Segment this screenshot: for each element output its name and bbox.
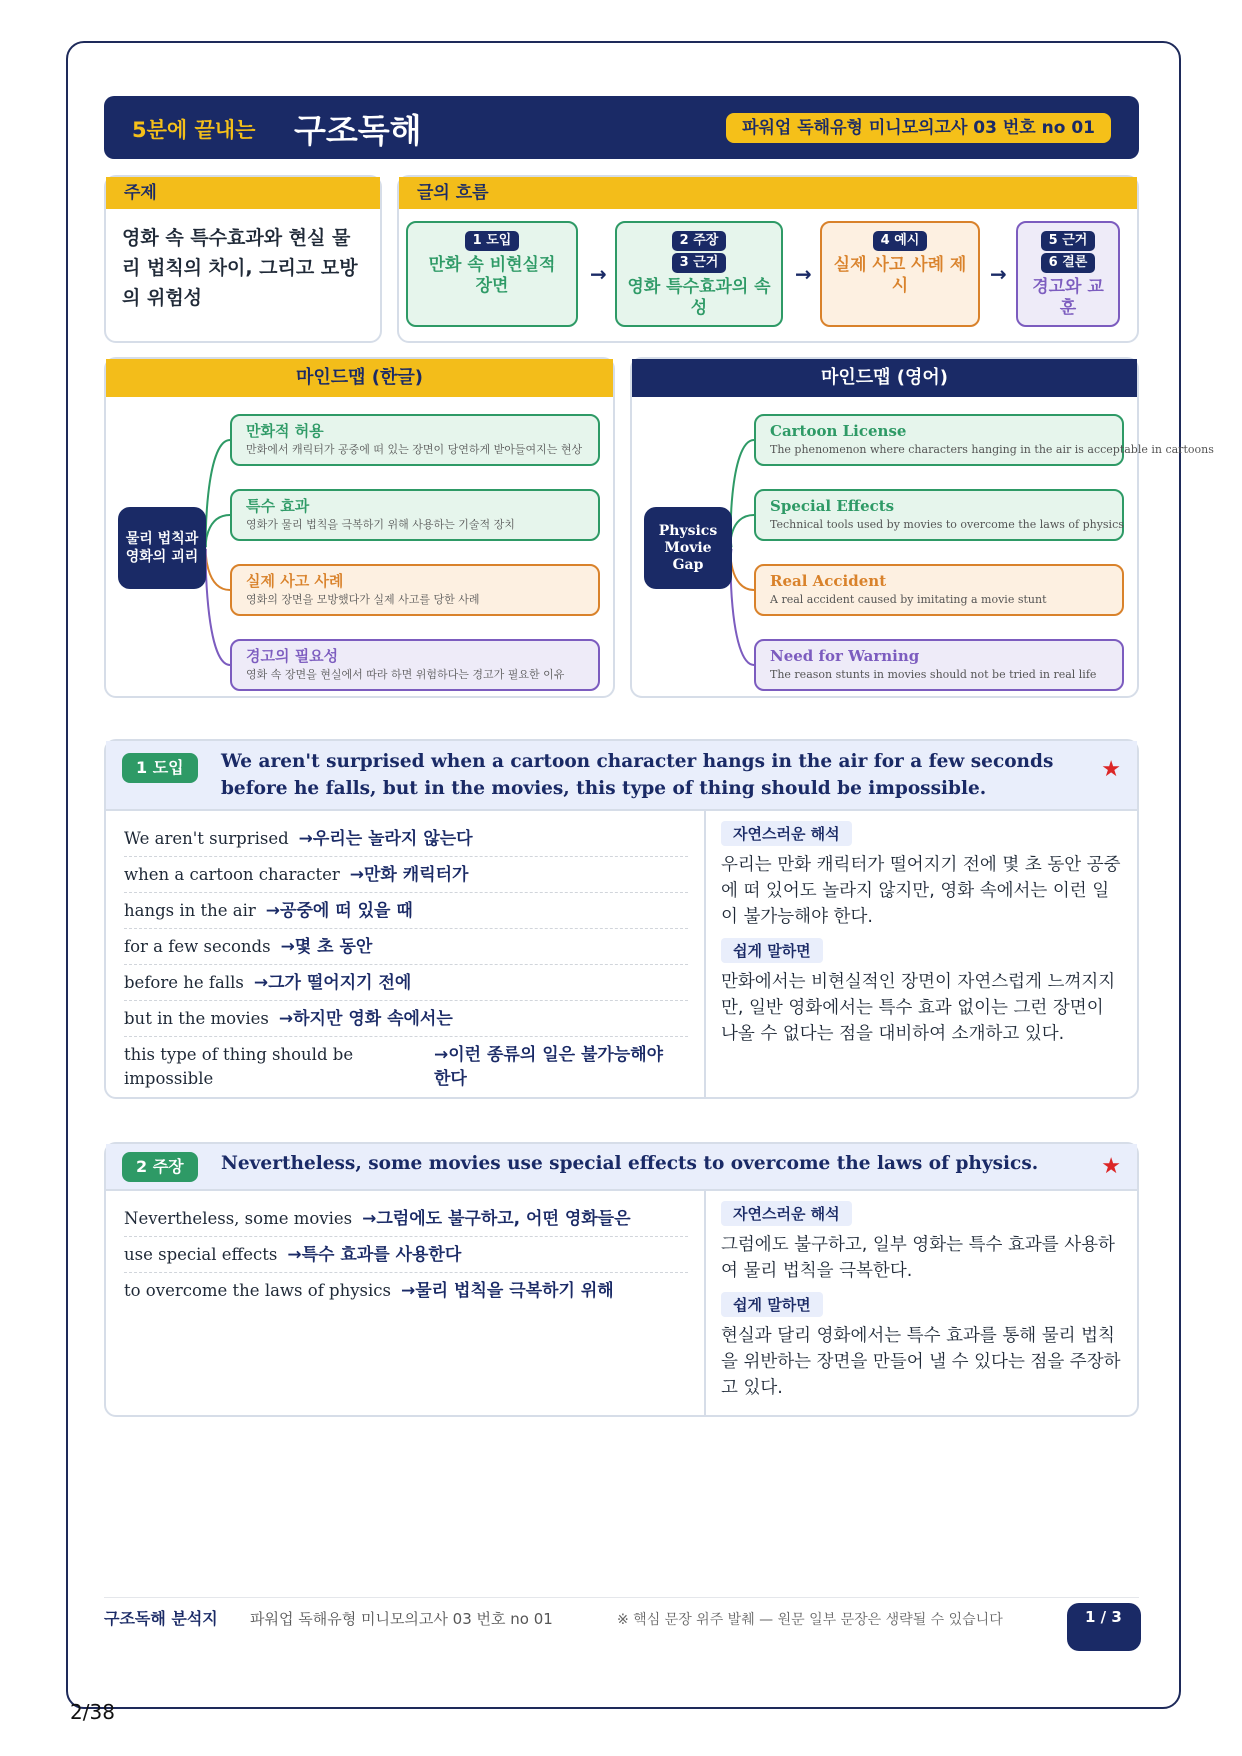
natural-translation: 그럼에도 불구하고, 일부 영화는 특수 효과를 사용하여 물리 법칙을 극복한다. <box>721 1235 1115 1281</box>
chunk-korean: →공중에 떠 있을 때 <box>265 901 413 921</box>
section-claim-sentence: Nevertheless, some movies use special effects to overcome the laws of physics. <box>221 1153 1039 1174</box>
mindmap-node-desc: 만화에서 캐릭터가 공중에 떠 있는 장면이 당연하게 받아들여지는 현상 <box>246 443 583 456</box>
section-claim-chunks <box>106 1201 706 1308</box>
footer-title: 구조독해 분석지 <box>104 1609 218 1628</box>
section-intro-chunks <box>106 821 706 1096</box>
chunk-korean: →그가 떨어지기 전에 <box>253 973 412 993</box>
mindmap-node-desc: A real accident caused by imitating a movie stunt <box>770 593 1047 606</box>
mindmap-english-label: 마인드맵 (영어) <box>632 359 1137 397</box>
mindmap-node-title: 경고의 필요성 <box>246 647 339 665</box>
mindmap-node <box>754 489 1124 541</box>
mindmap-node <box>230 414 600 466</box>
section-intro-badge: 1 도입 <box>122 753 198 783</box>
flow-step-text: 만화 속 비현실적 장면 <box>428 255 556 296</box>
step-number-badge: 3 근거 <box>672 253 727 273</box>
mindmap-node-desc: The reason stunts in movies should not be tried in real life <box>770 668 1097 681</box>
footer-divider <box>104 1597 1139 1598</box>
section-intro-explanation <box>721 821 1121 1055</box>
chunk-korean: →만화 캐릭터가 <box>349 865 469 885</box>
star-icon: ★ <box>1101 1154 1121 1179</box>
mindmap-korean-center: 물리 법칙과 영화의 괴리 <box>118 507 206 589</box>
chunk-korean: →그럼에도 불구하고, 어떤 영화들은 <box>362 1209 631 1229</box>
flow-label: 글의 흐름 <box>399 177 1137 209</box>
mindmap-node-title: 실제 사고 사례 <box>246 572 344 590</box>
mindmap-connector <box>731 548 754 665</box>
header-tag: 파워업 독해유형 미니모의고사 03 번호 no 01 <box>726 113 1111 143</box>
natural-label: 자연스러운 해석 <box>721 1201 852 1226</box>
mindmap-connector <box>206 440 230 548</box>
step-number-badge: 1 도입 <box>465 231 520 251</box>
easy-label: 쉽게 말하면 <box>721 1292 823 1317</box>
footer-page-badge: 1 / 3 <box>1067 1603 1141 1651</box>
chunk-korean: →몇 초 동안 <box>280 937 373 957</box>
mindmap-node <box>230 489 600 541</box>
step-number-badge: 5 근거 <box>1041 231 1096 251</box>
section-intro <box>104 739 1139 1099</box>
mindmap-english <box>630 357 1214 698</box>
chunk-english: use special effects <box>124 1245 278 1264</box>
chunk-korean: →하지만 영화 속에서는 <box>278 1009 453 1029</box>
mindmap-node-title: Cartoon License <box>770 422 907 440</box>
chunk-row <box>124 893 688 929</box>
section-claim <box>104 1142 1139 1417</box>
mindmap-node <box>230 564 600 616</box>
star-icon: ★ <box>1101 757 1121 782</box>
chunk-english: for a few seconds <box>124 937 271 956</box>
flow-step-text: 경고와 교훈 <box>1032 277 1104 318</box>
chunk-row <box>124 1273 688 1308</box>
natural-label: 자연스러운 해석 <box>721 821 852 846</box>
easy-explanation: 현실과 달리 영화에서는 특수 효과를 통해 물리 법칙을 위반하는 장면을 만들어 낼 수 있다는 점을 주장하고 있다. <box>721 1326 1121 1398</box>
chunk-english: We aren't surprised <box>124 829 289 848</box>
mindmap-node-title: Special Effects <box>770 497 895 515</box>
chunk-korean: →물리 법칙을 극복하기 위해 <box>401 1281 614 1301</box>
chunk-english: Nevertheless, some movies <box>124 1209 353 1228</box>
chunk-english: when a cartoon character <box>124 865 340 884</box>
footer-source: 파워업 독해유형 미니모의고사 03 번호 no 01 <box>250 1610 553 1628</box>
chunk-row <box>124 965 688 1001</box>
flow-arrow-icon: → <box>590 262 607 286</box>
mindmap-connector <box>731 515 754 548</box>
topic-box <box>104 175 382 343</box>
step-number-badge: 2 주장 <box>672 231 727 251</box>
mindmap-korean <box>104 357 615 698</box>
flow-step-text: 실제 사고 사례 제시 <box>833 255 967 296</box>
mindmap-node-desc: 영화가 물리 법칙을 극복하기 위해 사용하는 기술적 장치 <box>246 518 515 531</box>
section-intro-divider <box>704 811 706 1097</box>
section-intro-header <box>106 741 1137 811</box>
page-counter: 2/38 <box>70 1700 115 1724</box>
easy-label: 쉽게 말하면 <box>721 938 823 963</box>
mindmap-node-title: Real Accident <box>770 572 887 590</box>
chunk-english: hangs in the air <box>124 901 256 920</box>
flow-step <box>615 221 783 327</box>
flow-step <box>406 221 578 327</box>
chunk-korean: →우리는 놀라지 않는다 <box>298 829 473 849</box>
mindmap-connector <box>206 548 230 590</box>
mindmap-node-desc: The phenomenon where characters hanging in the air is acceptable in cartoons <box>770 443 1214 456</box>
section-claim-badge: 2 주장 <box>122 1152 198 1182</box>
chunk-english: to overcome the laws of physics <box>124 1281 392 1300</box>
step-number-badge: 6 결론 <box>1041 253 1096 273</box>
mindmap-node <box>754 414 1214 466</box>
chunk-english: this type of thing should be impossible <box>124 1045 354 1088</box>
header-subtitle: 5분에 끝내는 <box>132 118 256 142</box>
section-claim-explanation <box>721 1201 1121 1409</box>
topic-text: 영화 속 특수효과와 현실 물리 법칙의 차이, 그리고 모방의 위험성 <box>122 227 358 309</box>
step-number-badge: 4 예시 <box>873 231 928 251</box>
mindmap-connector <box>206 515 230 548</box>
chunk-row <box>124 821 688 857</box>
header-banner <box>104 96 1139 159</box>
footer-note: ※ 핵심 문장 위주 발췌 — 원문 일부 문장은 생략될 수 있습니다 <box>617 1612 1003 1628</box>
mindmap-node-title: 만화적 허용 <box>246 422 324 440</box>
mindmap-connector <box>206 548 230 665</box>
chunk-english: before he falls <box>124 973 244 992</box>
mindmap-korean-label: 마인드맵 (한글) <box>106 359 613 397</box>
section-claim-divider <box>704 1191 706 1415</box>
mindmap-node-title: Need for Warning <box>770 647 920 665</box>
mindmap-node <box>230 639 600 691</box>
chunk-row <box>124 929 688 965</box>
header-title: 구조독해 <box>294 111 422 150</box>
chunk-row <box>124 1201 688 1237</box>
mindmap-node <box>754 639 1124 691</box>
section-claim-header <box>106 1144 1137 1191</box>
mindmap-node <box>754 564 1124 616</box>
mindmap-connector <box>731 440 754 548</box>
chunk-korean: →이런 종류의 일은 불가능해야 한다 <box>434 1045 664 1089</box>
mindmap-english-center: Physics Movie Gap <box>644 507 732 589</box>
flow-step-badges <box>617 231 781 273</box>
flow-step-badges <box>408 231 576 251</box>
flow-arrow-icon: → <box>990 262 1007 286</box>
mindmap-node-desc: 영화 속 장면을 현실에서 따라 하면 위험하다는 경고가 필요한 이유 <box>246 668 565 681</box>
flow-step-text: 영화 특수효과의 속성 <box>627 277 771 318</box>
chunk-row <box>124 1037 688 1096</box>
chunk-row <box>124 1001 688 1037</box>
natural-translation: 우리는 만화 캐릭터가 떨어지기 전에 몇 초 동안 공중에 떠 있어도 놀라지 않지만, 영화 속에서는 이런 일이 불가능해야 한다. <box>721 855 1121 927</box>
flow-step-badges <box>822 231 978 251</box>
flow-step-badges <box>1018 231 1118 273</box>
chunk-korean: →특수 효과를 사용한다 <box>287 1245 462 1265</box>
section-intro-sentence: We aren't surprised when a cartoon character hangs in the air for a few seconds before he falls, but in the movies, this type of thing should be impossible. <box>221 751 1054 799</box>
chunk-row <box>124 1237 688 1273</box>
flow-step <box>1016 221 1120 327</box>
topic-label: 주제 <box>106 177 380 209</box>
mindmap-connector <box>731 548 754 590</box>
flow-step <box>820 221 980 327</box>
chunk-english: but in the movies <box>124 1009 269 1028</box>
chunk-row <box>124 857 688 893</box>
flow-arrow-icon: → <box>795 262 812 286</box>
mindmap-node-title: 특수 효과 <box>246 497 310 515</box>
easy-explanation: 만화에서는 비현실적인 장면이 자연스럽게 느껴지지만, 일반 영화에서는 특수 효과 없이는 그런 장면이 나올 수 없다는 점을 대비하여 소개하고 있다. <box>721 972 1116 1044</box>
mindmap-node-desc: Technical tools used by movies to overcome the laws of physics <box>770 518 1124 531</box>
mindmap-node-desc: 영화의 장면을 모방했다가 실제 사고를 당한 사례 <box>246 593 480 606</box>
